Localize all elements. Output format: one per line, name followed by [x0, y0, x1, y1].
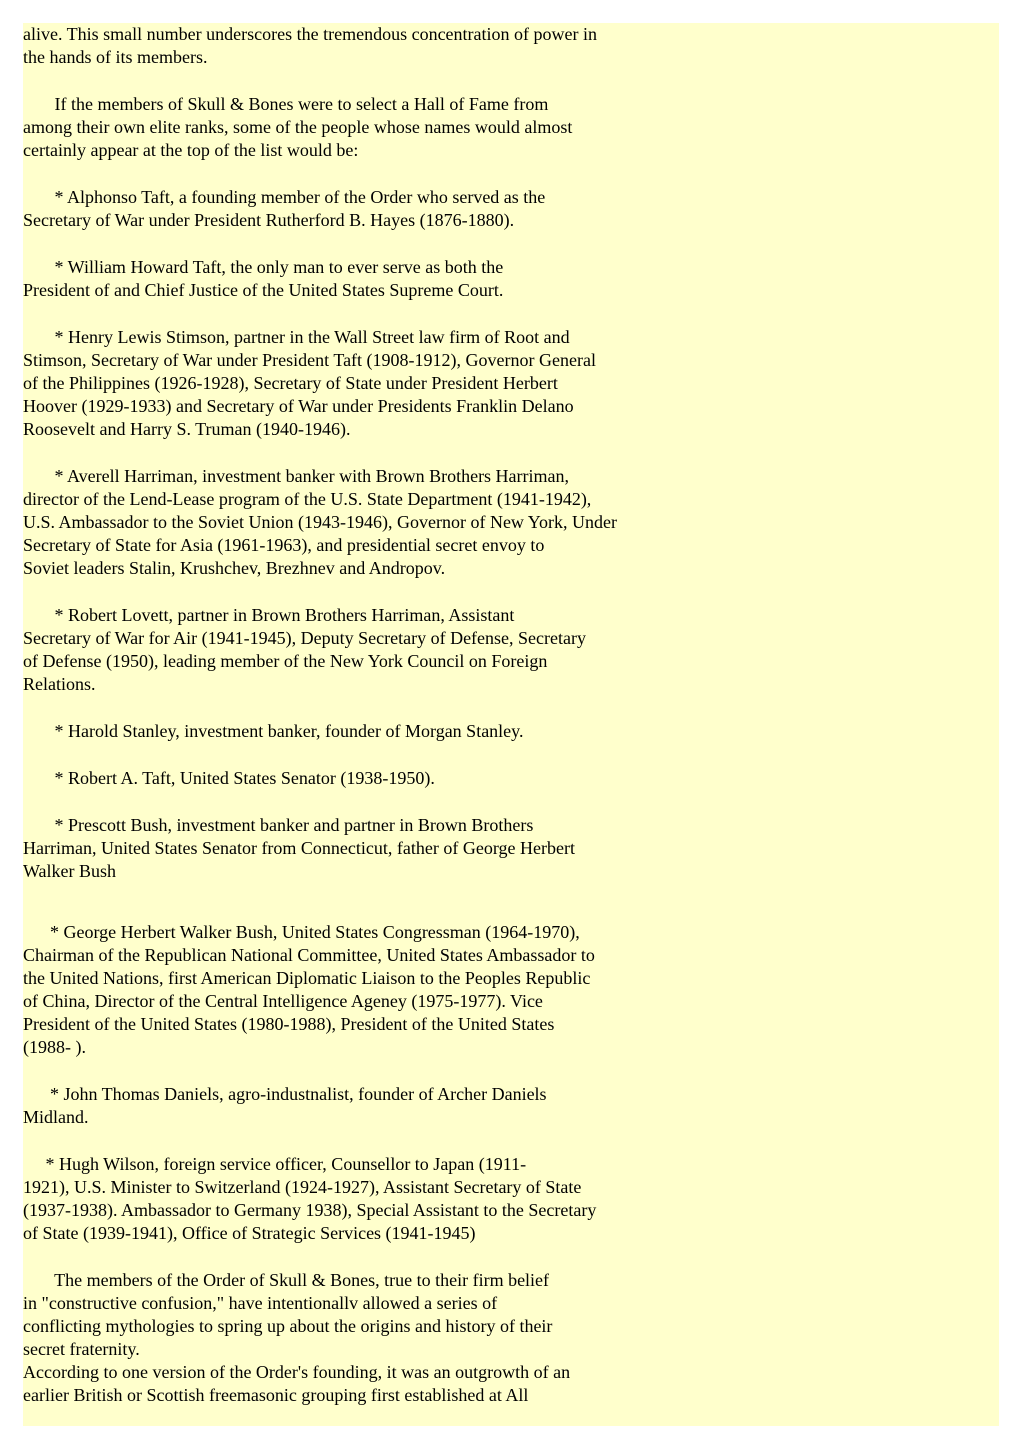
- list-item-robert-taft: [23, 767, 999, 790]
- list-item-robert-lovett: [23, 604, 999, 696]
- text-line: of China, Director of the Central Intelligence Ageney (1975-1977). Vice: [23, 991, 543, 1011]
- paragraph-gap: [23, 580, 999, 604]
- text-line: the United Nations, first American Diplomatic Liaison to the Peoples Republic: [23, 968, 591, 988]
- text-line: in "constructive confusion," have intentionallv allowed a series of: [23, 1293, 498, 1313]
- document-text: [23, 23, 999, 1407]
- paragraph-gap: [23, 790, 999, 814]
- text-line: * Averell Harriman, investment banker with Brown Brothers Harriman,: [23, 466, 570, 486]
- text-line: The members of the Order of Skull & Bones, true to their firm belief: [23, 1270, 550, 1290]
- text-line: Relations.: [23, 674, 96, 694]
- text-line: * Henry Lewis Stimson, partner in the Wall Street law firm of Root and: [23, 327, 570, 347]
- document-page: [23, 23, 999, 1426]
- text-line: * John Thomas Daniels, agro-industnalist, founder of Archer Daniels: [23, 1084, 547, 1104]
- text-line: President of and Chief Justice of the United States Supreme Court.: [23, 280, 504, 300]
- text-line: * Robert Lovett, partner in Brown Brothers Harriman, Assistant: [23, 605, 515, 625]
- text-line: the hands of its members.: [23, 47, 208, 67]
- text-line: Secretary of War for Air (1941-1945), Deputy Secretary of Defense, Secretary: [23, 628, 586, 648]
- text-line: * Harold Stanley, investment banker, founder of Morgan Stanley.: [23, 721, 524, 741]
- text-line: * Robert A. Taft, United States Senator (1938-1950).: [23, 768, 435, 788]
- paragraph-gap: [23, 162, 999, 186]
- paragraph-gap: [23, 441, 999, 465]
- text-line: Harriman, United States Senator from Connecticut, father of George Herbert: [23, 838, 575, 858]
- list-item-harold-stanley: [23, 720, 999, 743]
- list-item-hugh-wilson: [23, 1153, 999, 1245]
- text-line: Walker Bush: [23, 861, 117, 881]
- text-line: Midland.: [23, 1107, 89, 1127]
- paragraph-constructive-confusion: [23, 1269, 999, 1407]
- list-item-john-thomas-daniels: [23, 1083, 999, 1129]
- paragraph-gap: [23, 1059, 999, 1083]
- text-line: secret fraternity.: [23, 1339, 140, 1359]
- list-item-averell-harriman: [23, 465, 999, 580]
- text-line: Secretary of State for Asia (1961-1963), and presidential secret envoy to: [23, 535, 545, 555]
- text-line: (1937-1938). Ambassador to Germany 1938), Special Assistant to the Secretary: [23, 1200, 597, 1220]
- paragraph-gap: [23, 743, 999, 767]
- paragraph-gap: [23, 696, 999, 720]
- text-line: alive. This small number underscores the tremendous concentration of power in: [23, 24, 598, 44]
- text-line: U.S. Ambassador to the Soviet Union (1943-1946), Governor of New York, Under: [23, 512, 617, 532]
- text-line: * George Herbert Walker Bush, United States Congressman (1964-1970),: [23, 922, 580, 942]
- text-line: of the Philippines (1926-1928), Secretary of State under President Herbert: [23, 373, 558, 393]
- text-line: * Alphonso Taft, a founding member of the Order who served as the: [23, 187, 546, 207]
- list-item-henry-stimson: [23, 326, 999, 441]
- text-line: conflicting mythologies to spring up about the origins and history of their: [23, 1316, 553, 1336]
- text-line: Secretary of War under President Rutherford B. Hayes (1876-1880).: [23, 210, 515, 230]
- text-line: Stimson, Secretary of War under President Taft (1908-1912), Governor General: [23, 350, 596, 370]
- text-line: among their own elite ranks, some of the people whose names would almost: [23, 117, 573, 137]
- paragraph-intro-continued: [23, 23, 999, 69]
- text-line: * William Howard Taft, the only man to ever serve as both the: [23, 257, 504, 277]
- list-item-alphonso-taft: [23, 186, 999, 232]
- text-line: (1988- ).: [23, 1037, 86, 1057]
- list-item-prescott-bush: [23, 814, 999, 883]
- paragraph-gap: [23, 302, 999, 326]
- paragraph-gap: [23, 232, 999, 256]
- text-line: If the members of Skull & Bones were to select a Hall of Fame from: [23, 94, 549, 114]
- paragraph-gap: [23, 69, 999, 93]
- text-line: Chairman of the Republican National Committee, United States Ambassador to: [23, 945, 595, 965]
- text-line: * Prescott Bush, investment banker and partner in Brown Brothers: [23, 815, 534, 835]
- text-line: of State (1939-1941), Office of Strategic Services (1941-1945): [23, 1223, 476, 1243]
- paragraph-hall-of-fame: [23, 93, 999, 162]
- text-line: certainly appear at the top of the list would be:: [23, 140, 359, 160]
- text-line: 1921), U.S. Minister to Switzerland (1924-1927), Assistant Secretary of State: [23, 1177, 582, 1197]
- list-item-william-howard-taft: [23, 256, 999, 302]
- text-line: Hoover (1929-1933) and Secretary of War under Presidents Franklin Delano: [23, 396, 574, 416]
- text-line: * Hugh Wilson, foreign service officer, Counsellor to Japan (1911-: [23, 1154, 527, 1174]
- text-line: Soviet leaders Stalin, Krushchev, Brezhnev and Andropov.: [23, 558, 446, 578]
- paragraph-gap: [23, 883, 999, 921]
- text-line: According to one version of the Order's founding, it was an outgrowth of an: [23, 1362, 571, 1382]
- paragraph-gap: [23, 1129, 999, 1153]
- text-line: of Defense (1950), leading member of the New York Council on Foreign: [23, 651, 548, 671]
- text-line: director of the Lend-Lease program of the U.S. State Department (1941-1942),: [23, 489, 592, 509]
- text-line: earlier British or Scottish freemasonic grouping first established at All: [23, 1385, 529, 1405]
- text-line: President of the United States (1980-1988), President of the United States: [23, 1014, 555, 1034]
- text-line: Roosevelt and Harry S. Truman (1940-1946).: [23, 419, 351, 439]
- paragraph-gap: [23, 1245, 999, 1269]
- list-item-george-hw-bush: [23, 921, 999, 1059]
